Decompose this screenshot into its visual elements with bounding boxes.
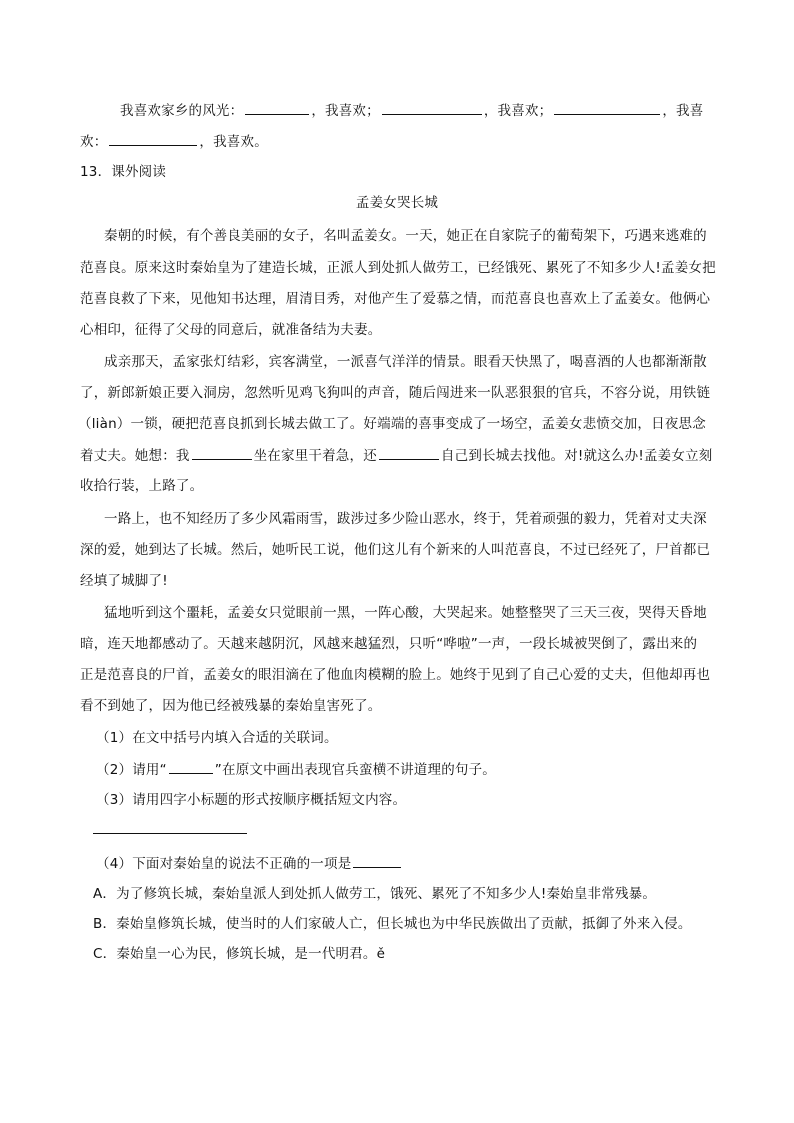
fill-in-line-1 [120, 100, 703, 121]
passage-line: 范喜良救了下来，见他知书达理，眉清目秀，对他产生了爱慕之情，而范喜良也喜欢上了孟姜女。他俩心 [80, 291, 711, 307]
passage-line: 正是范喜良的尸首，孟姜女的眼泪滴在了他血肉模糊的脸上。她终于见到了自己心爱的丈夫，但他却再也 [80, 667, 711, 683]
passage-line: 深的爱，她到达了长城。然后，她听民工说，他们这儿有个新来的人叫范喜良，不过已经死了，尸首都已 [80, 542, 711, 558]
answer-blank[interactable] [382, 100, 482, 115]
passage-text: 着丈夫。她想：我 [80, 448, 190, 464]
passage-text: 自己到长城去找他。对!就这么办!孟姜女立刻 [440, 448, 713, 464]
sub-question-text: （2）请用“ [96, 762, 167, 778]
option-c: C．秦始皇一心为民，修筑长城，是一代明君。ě [93, 946, 386, 962]
sub-question-2 [96, 759, 496, 780]
answer-line[interactable] [93, 833, 247, 834]
option-b: B．秦始皇修筑长城，使当时的人们家破人亡，但长城也为中华民族做出了贡献，抵御了外来入侵。 [93, 916, 692, 932]
underline-sample [169, 759, 213, 774]
conjunction-blank[interactable] [379, 445, 439, 460]
conjunction-blank[interactable] [192, 445, 252, 460]
sub-question-3: （3）请用四字小标题的形式按顺序概括短文内容。 [96, 792, 407, 808]
passage-line: 一路上，也不知经历了多少风霜雨雪，跋涉过多少险山恶水，终于，凭着顽强的毅力，凭着对丈夫深 [104, 511, 707, 527]
fill-in-text: ，我喜 [662, 103, 704, 119]
passage-title: 孟姜女哭长城 [355, 195, 439, 211]
passage-line: 经填了城脚了! [80, 573, 168, 589]
passage-line-with-blanks [80, 445, 712, 466]
passage-line: 范喜良。原来这时秦始皇为了建造长城，正派人到处抓人做劳工，已经饿死、累死了不知多少人!孟姜女把 [80, 260, 716, 276]
fill-in-text: ，我喜欢； [483, 103, 553, 119]
passage-line: 心相印，征得了父母的同意后，就准备结为夫妻。 [80, 322, 382, 338]
fill-in-text: ，我喜欢； [311, 103, 380, 119]
sub-question-text: （4）下面对秦始皇的说法不正确的一项是 [96, 856, 352, 872]
answer-blank[interactable] [245, 100, 309, 115]
sub-question-1: （1）在文中括号内填入合适的关联词。 [96, 730, 338, 746]
sub-question-4 [96, 853, 403, 874]
passage-line: （liàn）一锁，硬把范喜良抓到长城去做工了。好端端的喜事变成了一场空，孟姜女悲愤交加，日夜思念 [78, 416, 706, 432]
passage-text: 坐在家里干着急，还 [253, 448, 377, 464]
passage-line: 猛地听到这个噩耗，孟姜女只觉眼前一黑，一阵心酸，大哭起来。她整整哭了三天三夜，哭得天昏地 [104, 605, 707, 621]
fill-in-line-2 [80, 131, 268, 152]
passage-line: 秦朝的时候，有个善良美丽的女子，名叫孟姜女。一天，她正在自家院子的葡萄架下，巧遇来逃难的 [104, 228, 707, 244]
fill-in-text: ，我喜欢。 [199, 134, 268, 150]
passage-line: 收拾行装，上路了。 [80, 478, 204, 494]
answer-blank[interactable] [353, 853, 401, 868]
passage-line: 了，新郎新娘正要入洞房，忽然听见鸡飞狗叫的声音，随后闯进来一队恶狠狠的官兵，不容分说，用铁链 [80, 385, 711, 401]
passage-line: 成亲那天，孟家张灯结彩，宾客满堂，一派喜气洋洋的情景。眼看天快黑了，喝喜酒的人也都渐渐散 [104, 354, 707, 370]
passage-line: 看不到她了，因为他已经被残暴的秦始皇害死了。 [80, 698, 382, 714]
option-a: A．为了修筑长城，秦始皇派人到处抓人做劳工，饿死、累死了不知多少人!秦始皇非常残暴。 [93, 886, 657, 902]
answer-blank[interactable] [554, 100, 660, 115]
answer-blank[interactable] [109, 131, 197, 146]
question-label: 13．课外阅读 [80, 164, 167, 180]
passage-line: 暗，连天地都感动了。天越来越阴沉，风越来越猛烈，只听“哗啦”一声，一段长城被哭倒了，露出来的 [80, 636, 698, 652]
fill-in-text: 欢： [80, 134, 108, 150]
fill-in-text: 我喜欢家乡的风光： [120, 103, 244, 119]
sub-question-text: ”在原文中画出表现官兵蛮横不讲道理的句子。 [214, 762, 496, 778]
